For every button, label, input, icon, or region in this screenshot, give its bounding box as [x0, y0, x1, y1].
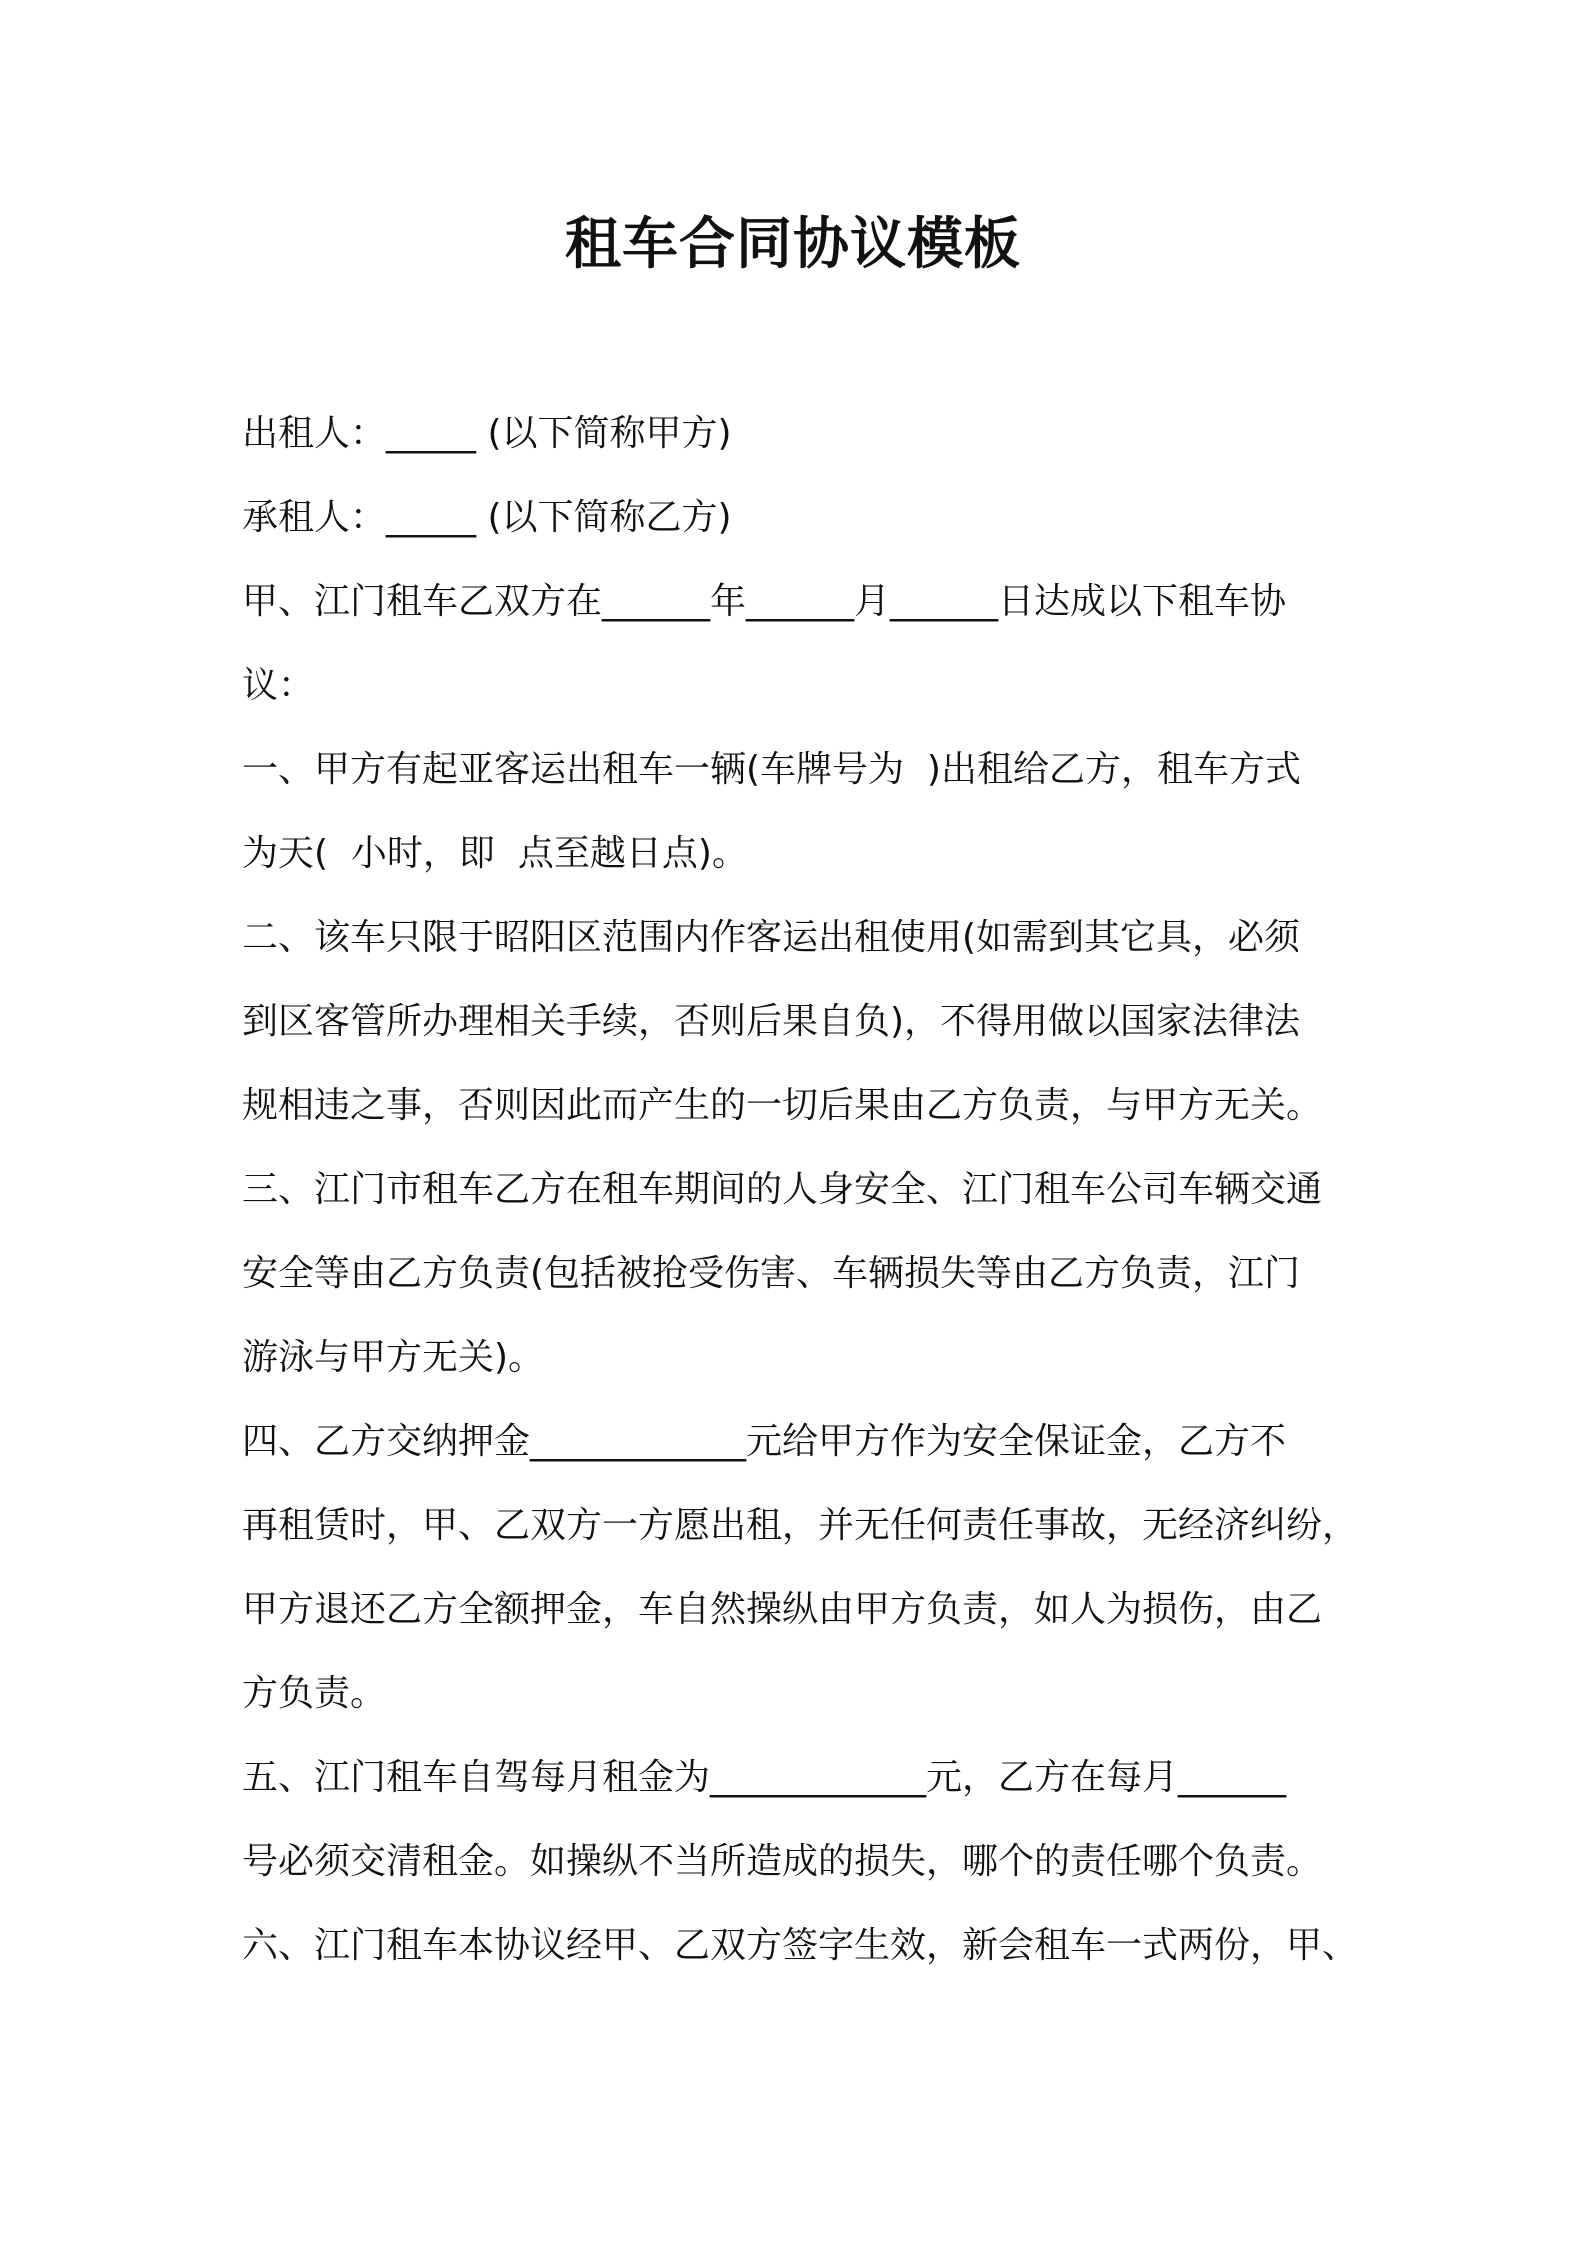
text-line: 规相违之事，否则因此而产生的一切后果由乙方负责，与甲方无关。: [242, 1085, 1323, 1126]
text-line: 四、乙方交纳押金____________元给甲方作为安全保证金，乙方不: [242, 1421, 1287, 1462]
document-title: 租车合同协议模板: [565, 212, 1021, 277]
text-line: 方负责。: [242, 1673, 387, 1714]
document-body: [242, 392, 1362, 1988]
text-line: 安全等由乙方负责(包括被抢受伤害、车辆损失等由乙方负责，江门: [242, 1253, 1301, 1294]
text-line: 游泳与甲方无关)。: [242, 1337, 545, 1378]
text-line: 承租人：_____ (以下简称乙方): [242, 497, 732, 538]
text-line: 六、江门租车本协议经甲、乙双方签字生效，新会租车一式两份，甲、: [242, 1925, 1359, 1966]
text-line: 甲、江门租车乙双方在______年______月______日达成以下租车协: [242, 581, 1287, 622]
text-line: 出租人：_____ (以下简称甲方): [242, 413, 732, 454]
text-line: 到区客管所办理相关手续，否则后果自负)，不得用做以国家法律法: [242, 1001, 1301, 1042]
text-line: 号必须交清租金。如操纵不当所造成的损失，哪个的责任哪个负责。: [242, 1841, 1323, 1882]
text-line: 三、江门市租车乙方在租车期间的人身安全、江门租车公司车辆交通: [242, 1169, 1323, 1210]
text-line: 五、江门租车自驾每月租金为____________元，乙方在每月______: [242, 1757, 1287, 1798]
text-line: 甲方退还乙方全额押金，车自然操纵由甲方负责，如人为损伤，由乙: [242, 1589, 1323, 1630]
text-line: 为天( 小时，即 点至越日点)。: [242, 833, 748, 874]
text-line: 二、该车只限于昭阳区范围内作客运出租使用(如需到其它具，必须: [242, 917, 1301, 958]
text-line: 一、甲方有起亚客运出租车一辆(车牌号为 )出租给乙方，租车方式: [242, 749, 1301, 790]
text-line: 议：: [242, 665, 315, 706]
text-line: 再租赁时，甲、乙双方一方愿出租，并无任何责任事故，无经济纠纷，: [242, 1505, 1359, 1546]
